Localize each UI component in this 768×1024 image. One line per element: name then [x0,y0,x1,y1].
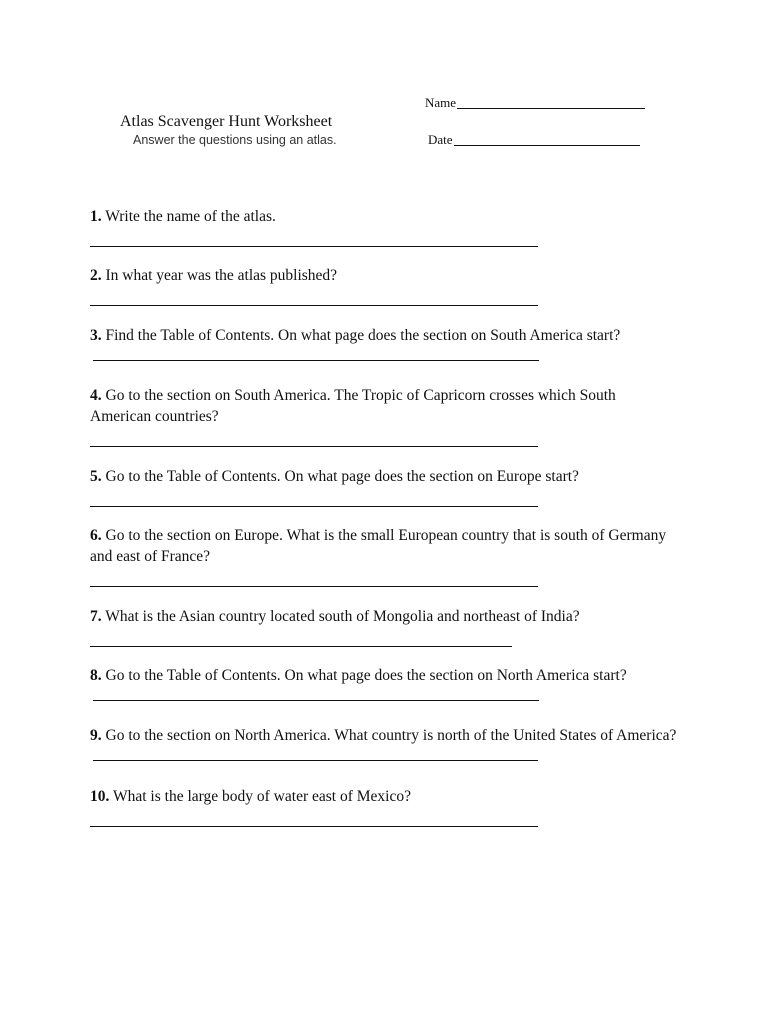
question-number: 2. [90,267,102,284]
answer-line [93,346,539,361]
date-field [428,132,640,148]
question-7 [90,606,690,647]
question-text: What is the large body of water east of Mexico? [112,788,411,805]
answer-line [93,686,539,701]
question-number: 8. [90,667,102,684]
question-text: Go to the section on North America. What country is north of the United States of America? [105,727,677,744]
answer-line [90,246,538,247]
question-1 [90,206,690,247]
question-number: 7. [90,608,102,625]
question-text: Write the name of the atlas. [105,208,276,225]
question-number: 5. [90,468,102,485]
question-text: Go to the section on South America. The Tropic of Capricorn crosses which South American countries? [90,387,616,425]
question-number: 3. [90,327,102,344]
question-text: Find the Table of Contents. On what page does the section on South America start? [105,327,621,344]
question-number: 9. [90,727,102,744]
question-6 [90,525,690,587]
worksheet-subtitle: Answer the questions using an atlas. [133,133,337,147]
answer-line [90,506,538,507]
question-text: In what year was the atlas published? [105,267,338,284]
question-text: Go to the section on Europe. What is the small European country that is south of Germany and east of France? [90,527,667,565]
question-number: 10. [90,788,110,805]
question-9 [90,725,680,767]
name-label: Name [425,95,457,110]
question-text: Go to the Table of Contents. On what page does the section on North America start? [105,667,627,684]
date-blank-line [454,133,640,146]
question-4 [90,385,660,447]
answer-line [90,646,512,647]
worksheet-title: Atlas Scavenger Hunt Worksheet [120,113,333,130]
question-number: 6. [90,527,102,544]
question-text: Go to the Table of Contents. On what page does the section on Europe start? [105,468,579,485]
question-2 [90,265,690,306]
question-3 [90,325,670,367]
date-label: Date [428,132,453,147]
question-8 [90,665,670,707]
answer-line [90,826,538,827]
question-5 [90,466,690,507]
answer-line [90,446,538,447]
question-number: 4. [90,387,102,404]
answer-line [90,305,538,306]
question-text: What is the Asian country located south of Mongolia and northeast of India? [105,608,580,625]
question-10 [90,786,690,827]
name-field [425,95,645,111]
answer-line [90,586,538,587]
name-blank-line [457,96,645,109]
question-number: 1. [90,208,102,225]
answer-line [93,746,538,761]
